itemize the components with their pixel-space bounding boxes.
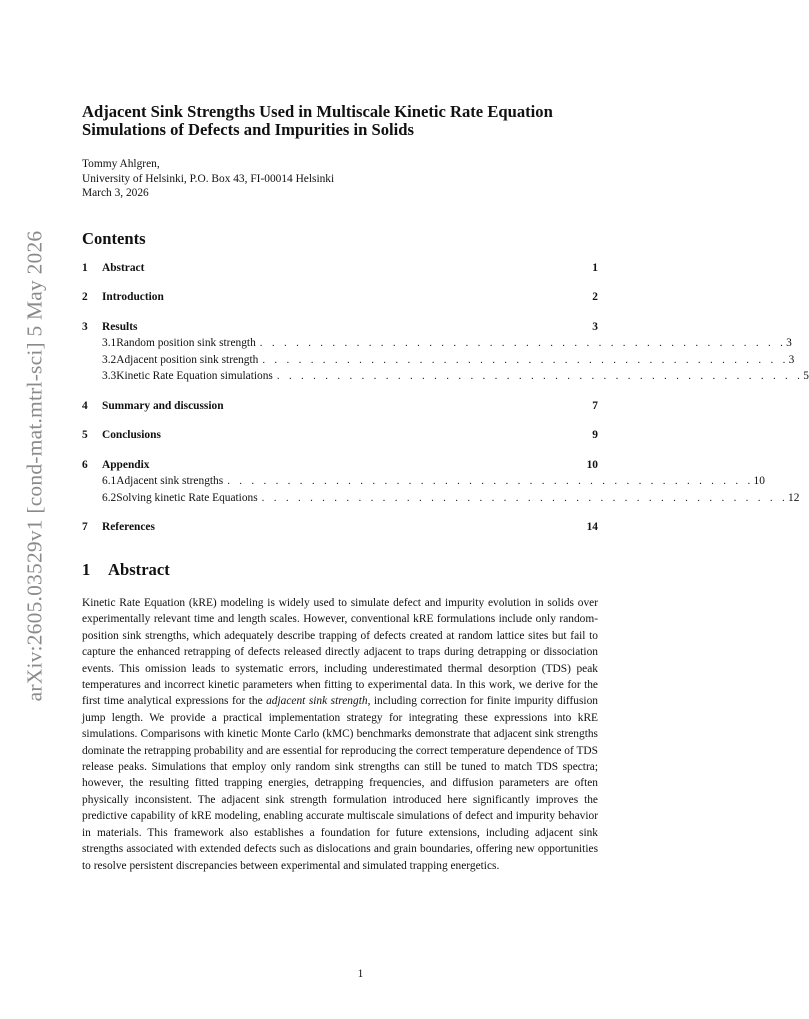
section-number: 1: [82, 560, 91, 579]
toc-entry-conclusions[interactable]: [82, 428, 598, 443]
toc-number: 6.1: [102, 475, 117, 487]
toc-title: Abstract: [102, 262, 145, 274]
toc-page: 10: [753, 475, 765, 487]
toc-number: 4: [82, 400, 88, 412]
toc-number: 7: [82, 521, 88, 533]
toc-page: 10: [586, 459, 598, 471]
toc-entry-appendix[interactable]: [82, 458, 598, 473]
toc-leader-dots: . . . . . . . . . . . . . . . . . . . . . . . . . . . . . . . . . . . . . . . . . . . .: [259, 337, 787, 349]
toc-title: Solving kinetic Rate Equations: [116, 492, 258, 504]
toc-number: 3.3: [102, 370, 117, 382]
author-name: Tommy Ahlgren,: [82, 158, 160, 170]
toc-leader-dots: . . . . . . . . . . . . . . . . . . . . . . . . . . . . . . . . . . . . . . . . . . . .: [262, 354, 789, 366]
contents-heading: Contents: [82, 229, 146, 248]
abstract-paragraph: [82, 595, 598, 874]
toc-title: Kinetic Rate Equation simulations: [116, 370, 273, 382]
abstract-text-part: , including correction for finite impurity diffusion jump length. We provide a practical implementation strategy for integrating these expressions into kRE simulations. Comparisons with kinetic Monte Carlo (kMC) benchmarks demonstrate that adjacent sink strengths dominate the retrapping probability and are essential for reproducing the correct temperature dependence of TDS release peaks. Simulations that employ only random sink strengths can still be tuned to match TDS spectra; however, the resulting fitted trapping energies, detrapping frequencies, and diffusion parameters are often physically inconsistent. The adjacent sink strength formulation introduced here significantly improves the predictive capability of kRE modeling, enabling accurate multiscale simulations of defect and impurity behavior in materials. This framework also establishes a foundation for future extensions, including adjacent sink strengths associated with extended defects such as dislocations and grain boundaries, offering new opportunities to resolve persistent discrepancies between experimental and simulated trapping energetics.: [82, 695, 598, 872]
toc-number: 3.1: [102, 337, 117, 349]
toc-title: Results: [102, 321, 138, 333]
toc-entry-summary[interactable]: [82, 399, 598, 414]
toc-title: Appendix: [102, 459, 150, 471]
paper-date: March 3, 2026: [82, 187, 149, 200]
toc-leader-dots: . . . . . . . . . . . . . . . . . . . . . . . . . . . . . . . . . . . . . . . . . . . .: [276, 370, 804, 382]
toc-title: References: [102, 521, 155, 533]
toc-number: 6: [82, 459, 88, 471]
toc-page: 1: [592, 262, 598, 274]
toc-title: Summary and discussion: [102, 400, 224, 412]
toc-title: Adjacent sink strengths: [116, 475, 224, 487]
paper-title: Adjacent Sink Strengths Used in Multiscale Kinetic Rate Equation Simulations of Defects and Impurities in Solids: [82, 102, 553, 139]
toc-entry-kre-simulations[interactable]: [82, 369, 809, 384]
toc-page: 7: [592, 400, 598, 412]
toc-number: 3.2: [102, 354, 117, 366]
toc-title: Adjacent position sink strength: [116, 354, 259, 366]
toc-title: Introduction: [102, 291, 164, 303]
toc-entry-random-sink[interactable]: [82, 336, 792, 351]
toc-page: 3: [786, 337, 792, 349]
toc-number: 1: [82, 262, 88, 274]
toc-entry-solving-kre[interactable]: [82, 491, 800, 506]
toc-page: 12: [788, 492, 800, 504]
toc-page: 3: [592, 321, 598, 333]
toc-number: 3: [82, 321, 88, 333]
author-affiliation: University of Helsinki, P.O. Box 43, FI-00014 Helsinki: [82, 172, 335, 185]
toc-number: 2: [82, 291, 88, 303]
abstract-body: [82, 595, 598, 874]
author-block: [82, 157, 598, 201]
abstract-emphasis: adjacent sink strength: [266, 695, 368, 708]
toc-entry-adjacent-sink-strengths[interactable]: [82, 474, 765, 489]
abstract-text-part: Kinetic Rate Equation (kRE) modeling is widely used to simulate defect and impurity evolution in solids over experimentally relevant time and length scales. However, conventional kRE formulations include only random-position sink strengths, which adequately describe trapping of defects created at random lattice sites but fail to capture the enhanced retrapping of defects released directly adjacent to traps during detrapping or dissociation events. This omission leads to systematic errors, including underestimated thermal desorption (TDS) peak temperatures and incorrect kinetic parameters when fitting to experimental data. In this work, we derive for the first time analytical expressions for the: [82, 597, 598, 708]
toc-number: 5: [82, 429, 88, 441]
page-number: 1: [357, 968, 364, 980]
toc-page: 14: [586, 521, 598, 533]
toc-number: 6.2: [102, 492, 117, 504]
toc-title: Random position sink strength: [116, 337, 256, 349]
section-title: Abstract: [108, 560, 170, 579]
arxiv-identifier-text: arXiv:2605.03529v1 [cond-mat.mtrl-sci] 5 May 2026: [22, 230, 47, 702]
toc-entry-introduction[interactable]: [82, 290, 598, 305]
section-heading-abstract: [82, 560, 598, 580]
toc-title: Conclusions: [102, 429, 161, 441]
toc-entry-references[interactable]: [82, 520, 598, 535]
toc-page: 9: [592, 429, 598, 441]
toc-page: 3: [788, 354, 795, 366]
toc-entry-abstract[interactable]: [82, 261, 598, 276]
toc-entry-adjacent-sink[interactable]: [82, 353, 795, 368]
toc-entry-results[interactable]: [82, 320, 598, 335]
toc-page: 2: [592, 291, 598, 303]
arxiv-sidebar-identifier: [20, 230, 50, 702]
toc-leader-dots: . . . . . . . . . . . . . . . . . . . . . . . . . . . . . . . . . . . . . . . . . . . .: [227, 475, 754, 487]
toc-page: 5: [803, 370, 809, 382]
toc-leader-dots: . . . . . . . . . . . . . . . . . . . . . . . . . . . . . . . . . . . . . . . . . . . .: [261, 492, 789, 504]
